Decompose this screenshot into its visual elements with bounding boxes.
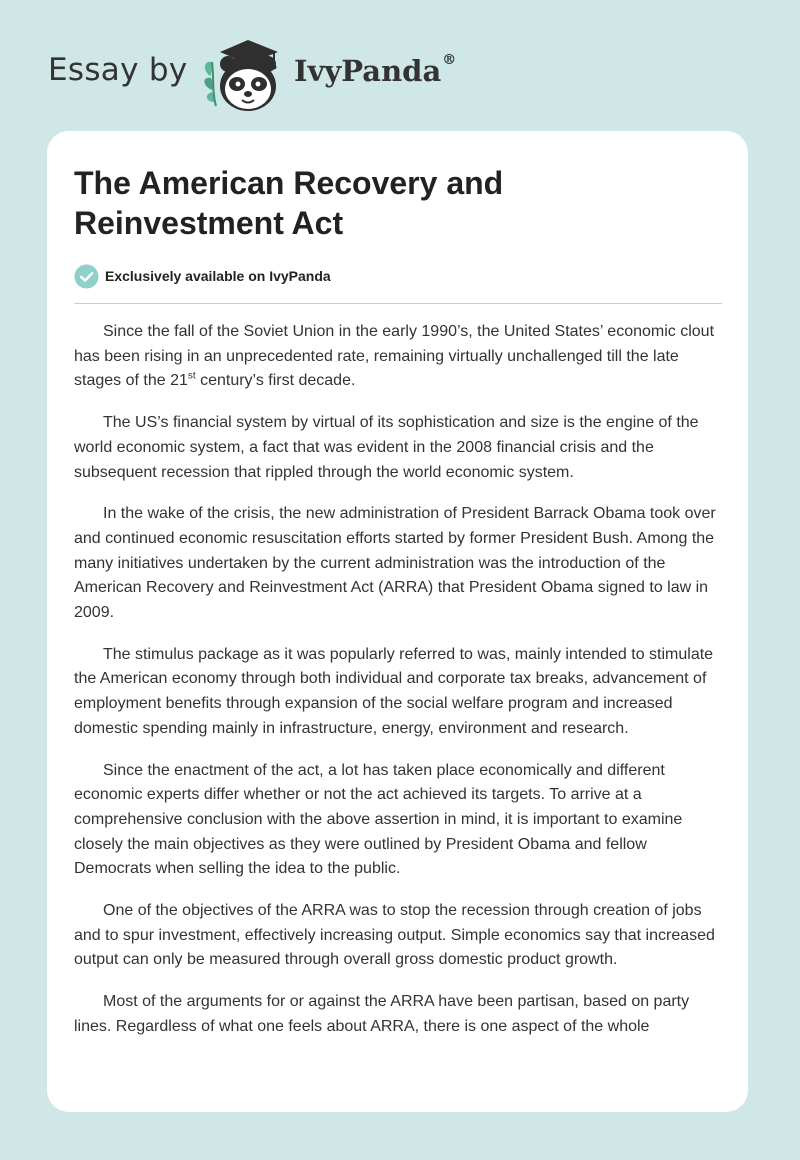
check-circle-icon xyxy=(74,264,99,289)
paragraph-1 xyxy=(74,320,722,394)
paragraph-6: One of the objectives of the ARRA was to stop the recession through creation of jobs and to spur investment, effectively increasing output. Simple economics say that increased output can only be measured through overall gross domestic product growth. xyxy=(74,902,715,969)
essay-title: The American Recovery and Reinvestment Act xyxy=(74,165,504,241)
paragraph-3: In the wake of the crisis, the new administration of President Barrack Obama took over and continued economic resuscitation efforts started by former President Bush. Among the many initiatives undertaken by the current administration was the introduction of the American Recovery and Reinvestment Act (ARRA) that President Obama signed to law in 2009. xyxy=(74,505,716,622)
registered-mark: ® xyxy=(442,52,457,68)
brand-text: IvyPanda xyxy=(294,54,442,88)
brand-name[interactable] xyxy=(294,54,456,88)
site-header xyxy=(0,0,800,130)
ivypanda-logo-icon[interactable] xyxy=(198,34,294,114)
paragraph-2: The US’s financial system by virtual of its sophistication and size is the engine of the world economic system, a fact that was evident in the 2008 financial crisis and the subsequent recession that rippled through the world economic system. xyxy=(74,414,699,481)
ordinal-suffix: st xyxy=(187,371,196,383)
exclusive-badge-label: Exclusively available on IvyPanda xyxy=(105,268,331,284)
essay-body xyxy=(74,320,722,1057)
exclusive-badge xyxy=(74,263,331,289)
paragraph-4: The stimulus package as it was popularly referred to was, mainly intended to stimulate the American economy through both individual and corporate tax breaks, advancement of employment benefits through expansion of the social welfare program and increased domestic spending mainly in infrastructure, energy, environment and research. xyxy=(74,645,714,737)
paragraph-1-text: Since the fall of the Soviet Union in the early 1990’s, the United States’ economic clout has been rising in an unprecedented rate, remaining virtually unchallenged till the late stages of the 21 xyxy=(74,323,715,390)
paragraph-5: Since the enactment of the act, a lot has taken place economically and different economic experts differ whether or not the act achieved its targets. To arrive at a comprehensive conclusion with the above assertion in mind, it is important to examine closely the main objectives as they were outlined by President Obama and fellow Democrats when selling the idea to the public. xyxy=(74,761,683,878)
title-divider xyxy=(74,303,722,304)
paragraph-1-text-end: century’s first decade. xyxy=(195,372,356,390)
essay-by-label: Essay by xyxy=(48,52,188,88)
essay-card xyxy=(47,131,748,1112)
paragraph-7: Most of the arguments for or against the ARRA have been partisan, based on party lines. Regardless of what one feels about ARRA, there is one aspect of the whole xyxy=(74,993,690,1035)
